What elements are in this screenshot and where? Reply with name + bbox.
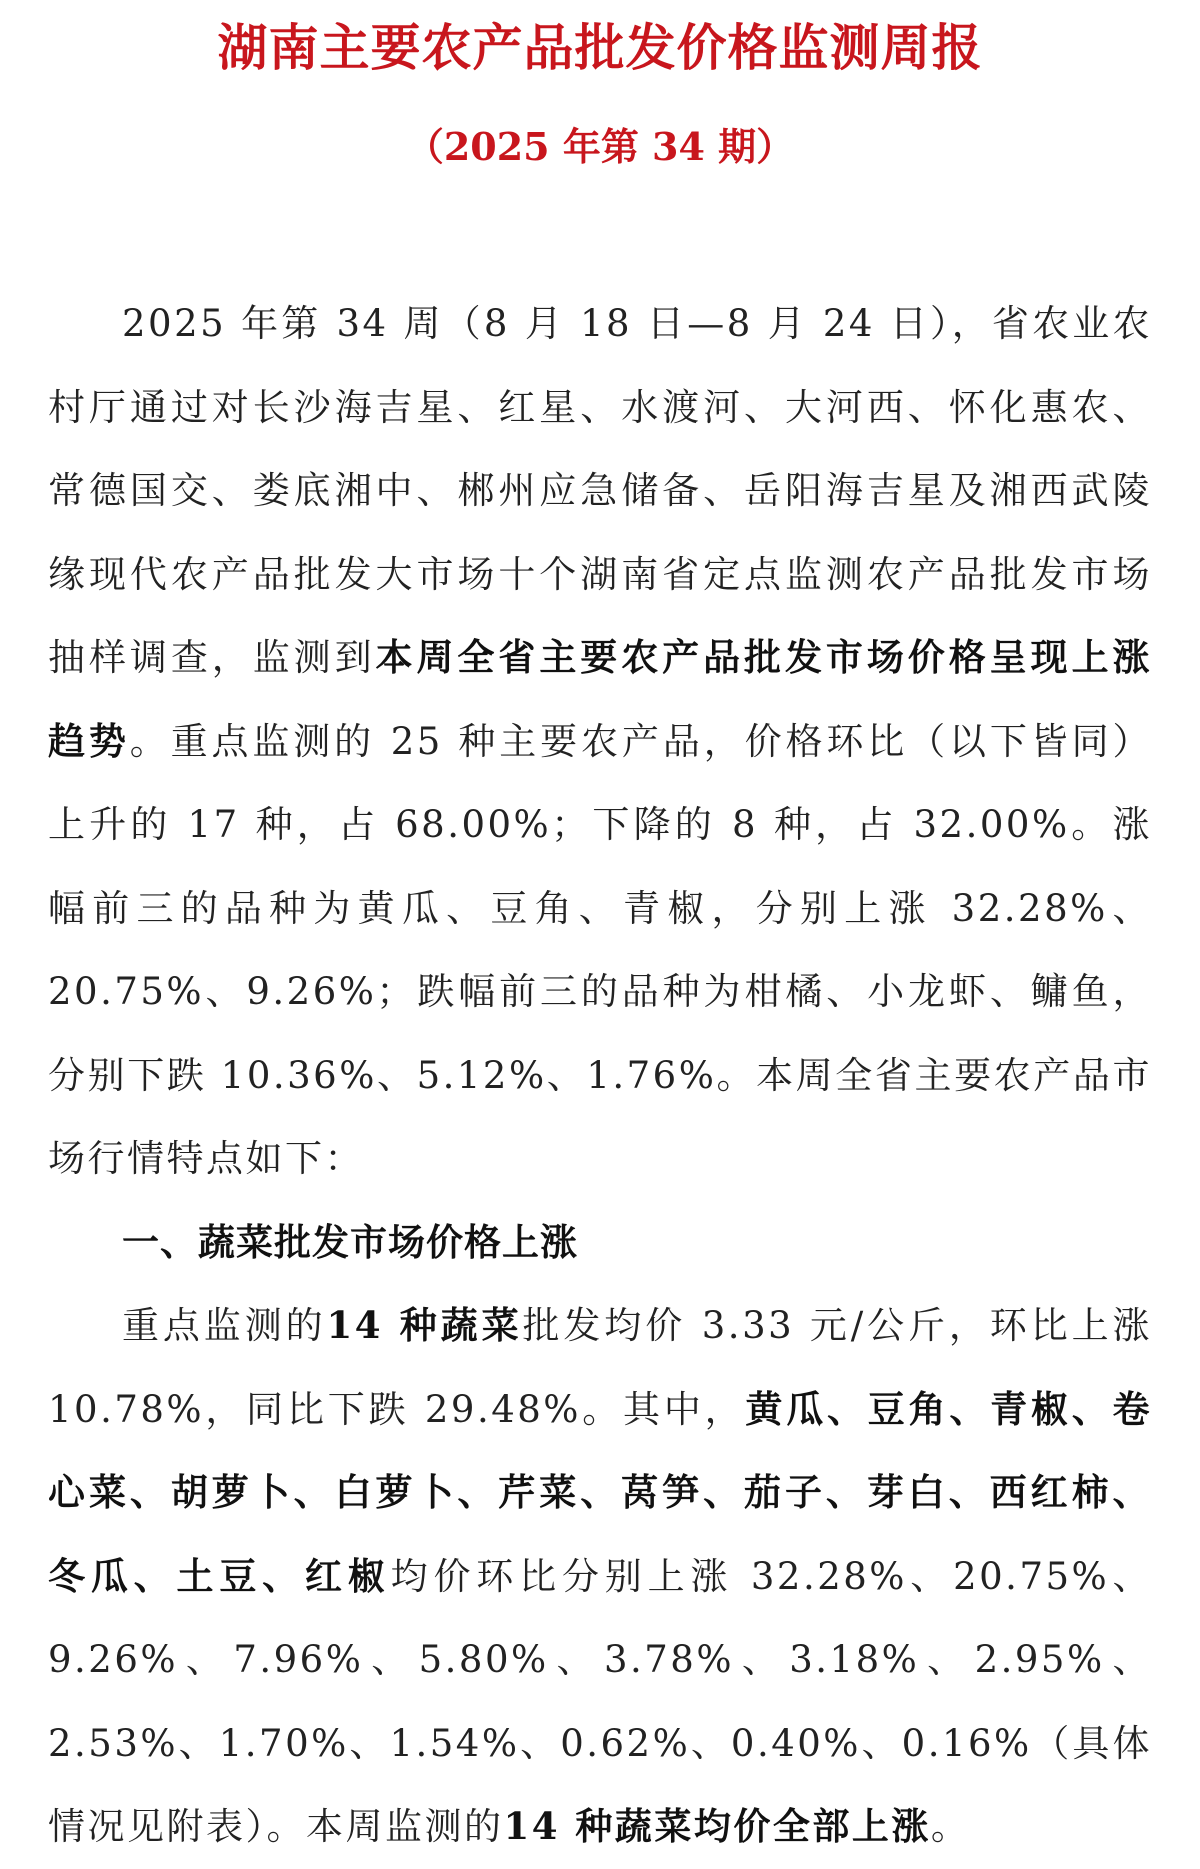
intro-highlight: 本周全省主要农产品批发市场价格呈现上涨趋势 <box>48 635 1153 763</box>
vegetables-paragraph <box>48 1284 1152 1869</box>
vegetables-text-continued: 均价环比分别上涨 32.28%、20.75%、9.26%、7.96%、5.80%、3.78%、3.18%、2.95%、2.53%、1.70%、1.54%、0.62%、0.40%、0.16%（具体情况见附表）。本周监测的 <box>48 1554 1153 1848</box>
report-body <box>48 282 1152 1869</box>
vegetables-count: 14 种蔬菜 <box>326 1303 523 1347</box>
report-title: 湖南主要农产品批发价格监测周报 <box>217 18 983 77</box>
intro-paragraph <box>48 282 1152 1201</box>
intro-text: 2025 年第 34 周（8 月 18 日—8 月 24 日），省农业农村厅通过对长沙海吉星、红星、水渡河、大河西、怀化惠农、常德国交、娄底湘中、郴州应急储备、岳阳海吉星及湘西武陵缘现代农产品批发大市场十个湖南省定点监测农产品批发市场抽样调查，监测到 <box>48 302 1152 679</box>
vegetables-end: 。 <box>930 1805 971 1848</box>
issue-number: （2025 年第 34 期） <box>405 124 795 169</box>
vegetables-text: 批发均价 3.33 元/公斤，环比上涨 10.78%，同比下跌 29.48%。其中， <box>48 1304 1153 1431</box>
vegetables-conclusion: 14 种蔬菜均价全部上涨 <box>503 1804 931 1848</box>
section-heading-vegetables: 一、蔬菜批发市场价格上涨 <box>122 1220 578 1264</box>
intro-text-continued: 。重点监测的 25 种主要农产品，价格环比（以下皆同）上升的 17 种，占 68.00%；下降的 8 种，占 32.00%。涨幅前三的品种为黄瓜、豆角、青椒，分别上涨 32.28%、20.75%、9.26%；跌幅前三的品种为柑橘、小龙虾、鳙鱼，分别下跌 10.36%、5.12%、1.76%。本周全省主要农产品市场行情特点如下： <box>48 719 1152 1180</box>
vegetables-items: 黄瓜、豆角、青椒、卷心菜、胡萝卜、白萝卜、芹菜、莴笋、茄子、芽白、西红柿、冬瓜、土豆、红椒 <box>48 1386 1153 1598</box>
vegetables-lead: 重点监测的 <box>122 1304 327 1347</box>
